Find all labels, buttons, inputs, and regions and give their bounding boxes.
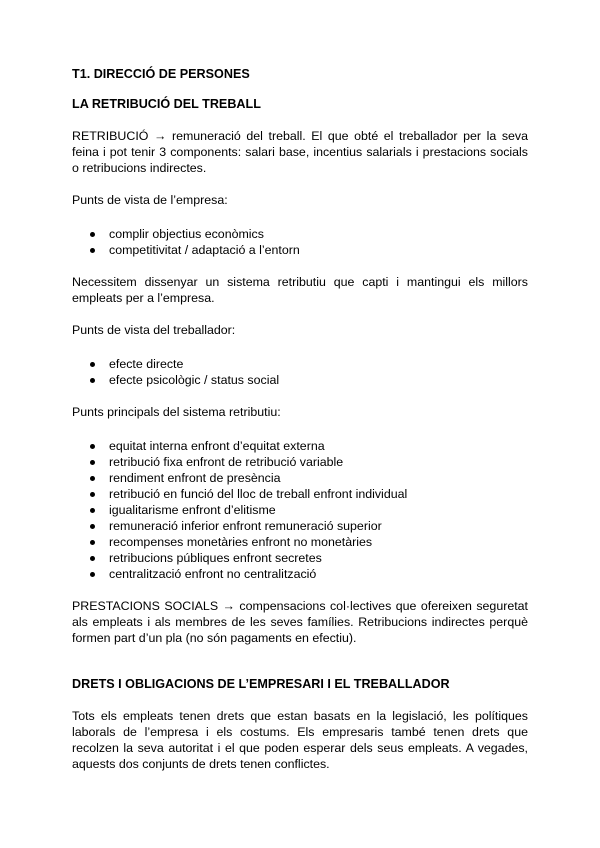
list-item: retribució en funció del lloc de treball enfront individual [72,486,528,502]
list-item: recompenses monetàries enfront no monetàries [72,534,528,550]
list-item: retribució fixa enfront de retribució variable [72,454,528,470]
social-benefits-paragraph: PRESTACIONS SOCIALS → compensacions col·lectives que ofereixen seguretat als empleats i als membres de les seves famílies. Retribucions indirectes perquè formen part d’un pla (no són pagaments en efectiu). [72,599,528,645]
list-item: efecte directe [72,356,528,372]
document-title: T1. DIRECCIÓ DE PERSONES [72,67,250,81]
design-note-paragraph: Necessitem dissenyar un sistema retributiu que capti i mantingui els millors empleats per a l’empresa. [72,275,528,305]
list-item: rendiment enfront de presència [72,470,528,486]
principal-points-lead: Punts principals del sistema retributiu: [72,405,281,419]
rights-paragraph: Tots els empleats tenen drets que estan basats en la legislació, les polítiques laborals de l’empresa i els costums. Els empresaris també tenen drets que recolzen la seva autoritat i el que poden esperar dels seus empleats. A vegades, aquests dos conjunts de drets tenen conflictes. [72,709,528,771]
list-item: equitat interna enfront d’equitat externa [72,438,528,454]
list-item: igualitarisme enfront d’elitisme [72,502,528,518]
company-view-list [72,226,528,258]
list-item: complir objectius econòmics [72,226,528,242]
worker-view-lead: Punts de vista del treballador: [72,323,236,337]
section-heading-drets: DRETS I OBLIGACIONS DE L’EMPRESARI I EL TREBALLADOR [72,677,450,691]
list-item: centralització enfront no centralització [72,566,528,582]
list-item: remuneració inferior enfront remuneració superior [72,518,528,534]
worker-view-list [72,356,528,388]
list-item: retribucions públiques enfront secretes [72,550,528,566]
list-item: competitivitat / adaptació a l’entorn [72,242,528,258]
list-item: efecte psicològic / status social [72,372,528,388]
intro-paragraph: RETRIBUCIÓ → remuneració del treball. El que obté el treballador per la seva feina i pot tenir 3 components: salari base, incentius salarials i prestacions socials o retribucions indirectes. [72,129,528,175]
principal-points-list [72,438,528,582]
section-heading-retribucio: LA RETRIBUCIÓ DEL TREBALL [72,97,261,111]
company-view-lead: Punts de vista de l’empresa: [72,193,228,207]
